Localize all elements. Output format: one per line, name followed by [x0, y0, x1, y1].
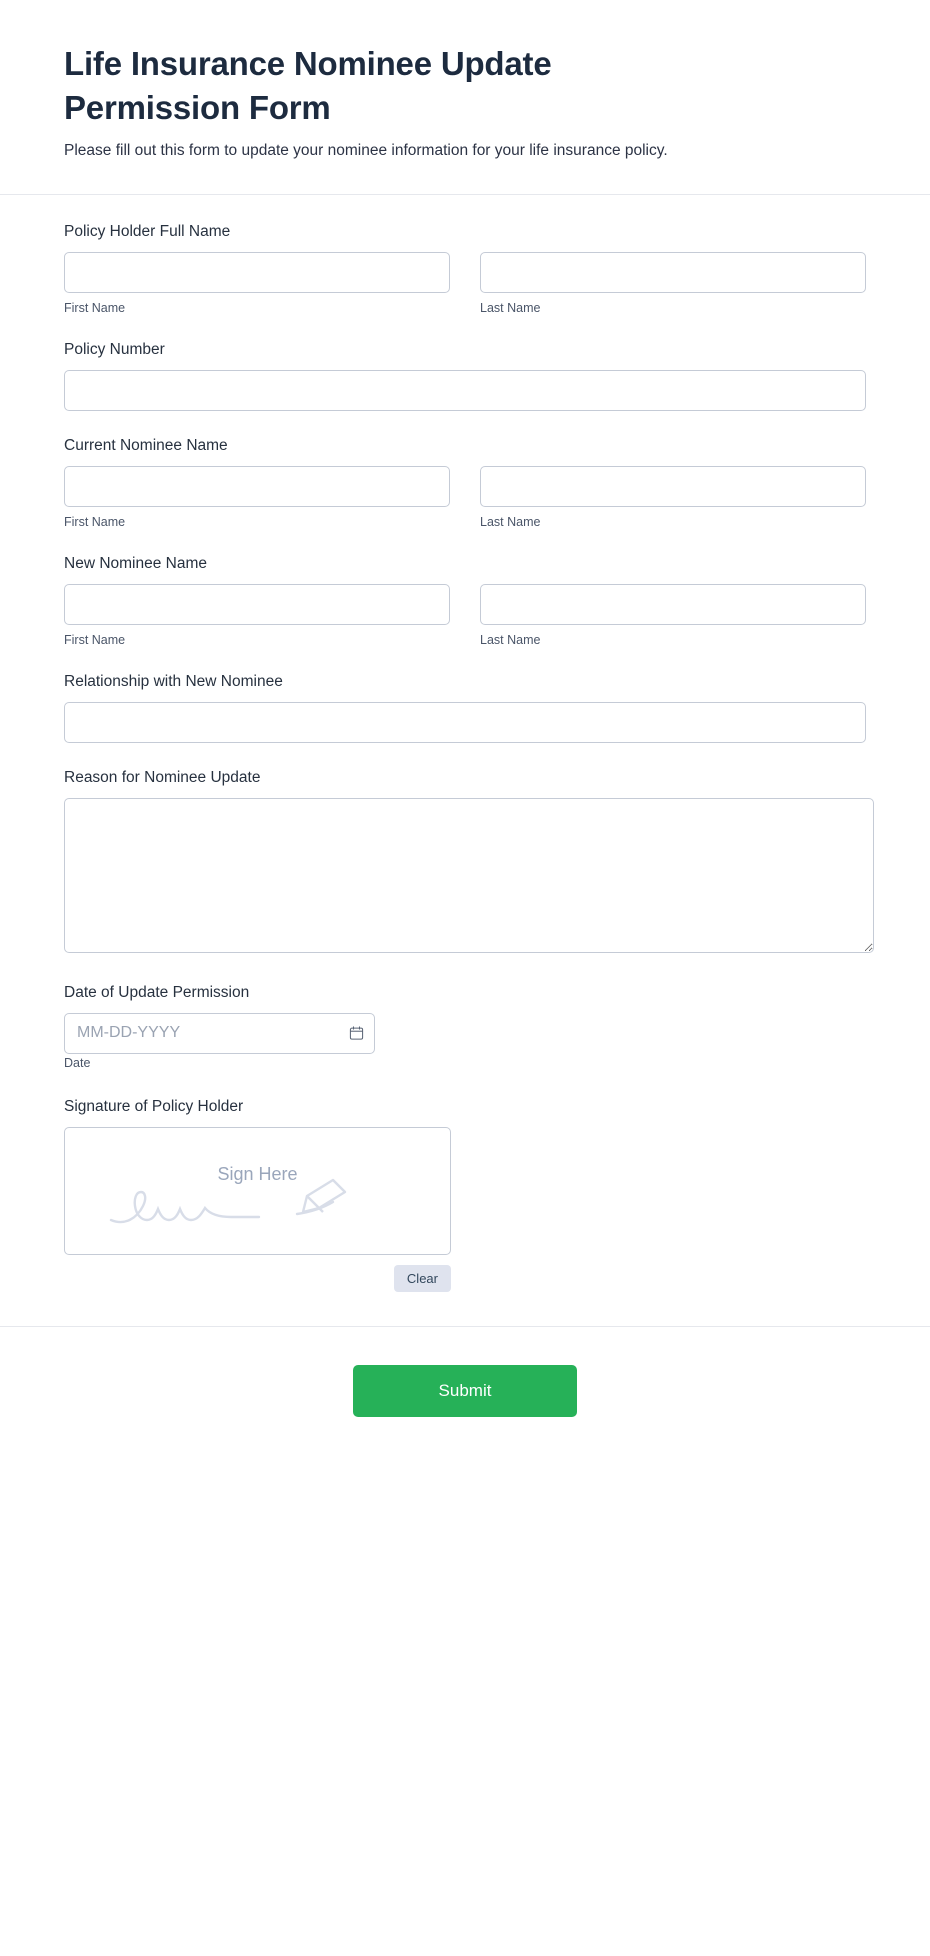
field-policy-number [64, 341, 866, 411]
name-row [64, 466, 866, 529]
label-reason: Reason for Nominee Update [64, 768, 261, 786]
name-row [64, 584, 866, 647]
field-policy-holder-full-name [64, 223, 866, 315]
signature-placeholder: Sign Here [217, 1163, 298, 1184]
new-nominee-first-name-input[interactable] [64, 584, 450, 625]
field-reason-for-nominee-update [64, 769, 866, 958]
current-nominee-last-name-sublabel: Last Name [480, 514, 541, 529]
date-input-wrap [64, 1013, 375, 1054]
current-nominee-first-name-sublabel: First Name [64, 514, 126, 529]
submit-button[interactable]: Submit [353, 1365, 577, 1417]
relationship-input[interactable] [64, 702, 866, 743]
pen-icon [101, 1174, 401, 1244]
field-relationship-with-new-nominee [64, 673, 866, 743]
form-footer [0, 1326, 930, 1463]
date-sublabel: Date [64, 1055, 91, 1070]
field-current-nominee-name [64, 437, 866, 529]
form-body [0, 195, 930, 1292]
policy-holder-last-name-sublabel: Last Name [480, 300, 541, 315]
label-new-nominee-name: New Nominee Name [64, 554, 207, 572]
signature-pad[interactable] [64, 1127, 451, 1255]
label-current-nominee-name: Current Nominee Name [64, 436, 228, 454]
clear-signature-button[interactable]: Clear [394, 1265, 451, 1292]
last-name-group [480, 252, 866, 315]
field-new-nominee-name [64, 555, 866, 647]
date-input[interactable] [64, 1013, 375, 1054]
field-date-of-update-permission [64, 984, 866, 1072]
label-date: Date of Update Permission [64, 983, 250, 1001]
label-policy-holder-full-name: Policy Holder Full Name [64, 222, 231, 240]
current-nominee-first-name-input[interactable] [64, 466, 450, 507]
new-nominee-first-name-sublabel: First Name [64, 632, 126, 647]
policy-number-input[interactable] [64, 370, 866, 411]
first-name-group [64, 252, 450, 315]
new-nominee-last-name-input[interactable] [480, 584, 866, 625]
policy-holder-last-name-input[interactable] [480, 252, 866, 293]
first-name-group [64, 584, 450, 647]
policy-holder-first-name-input[interactable] [64, 252, 450, 293]
current-nominee-last-name-input[interactable] [480, 466, 866, 507]
last-name-group [480, 584, 866, 647]
name-row [64, 252, 866, 315]
label-relationship: Relationship with New Nominee [64, 672, 283, 690]
page-title: Life Insurance Nominee Update Permission Form [64, 45, 552, 126]
first-name-group [64, 466, 450, 529]
last-name-group [480, 466, 866, 529]
label-policy-number: Policy Number [64, 340, 165, 358]
new-nominee-last-name-sublabel: Last Name [480, 632, 541, 647]
label-signature: Signature of Policy Holder [64, 1097, 244, 1115]
field-signature-of-policy-holder [64, 1098, 866, 1292]
form-subtitle: Please fill out this form to update your nominee information for your life insurance policy. [64, 142, 668, 160]
reason-wrap [64, 798, 874, 958]
reason-textarea[interactable] [64, 798, 874, 953]
form-header [0, 0, 930, 195]
policy-holder-first-name-sublabel: First Name [64, 300, 126, 315]
signature-actions [64, 1265, 451, 1292]
